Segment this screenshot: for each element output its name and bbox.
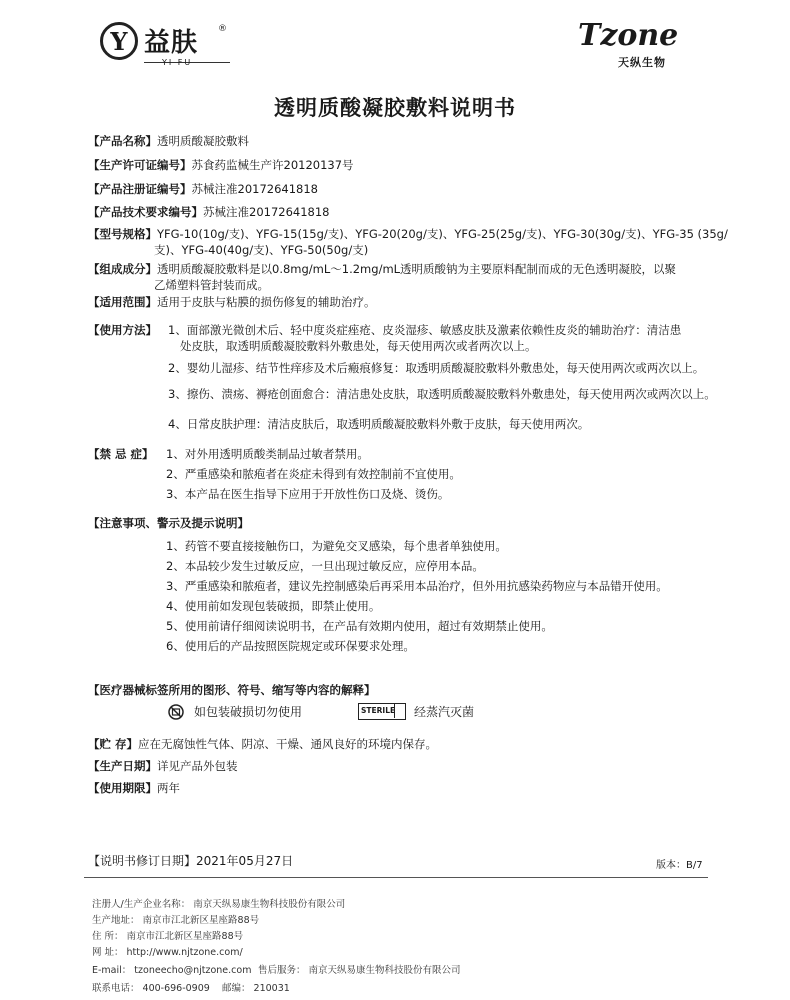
contra-item-3: 3、本产品在医生指导下应用于开放性伤口及烧、烫伤。 [166, 487, 450, 501]
usage-label: 【使用方法】 [88, 323, 157, 337]
tzone-logo [578, 18, 708, 68]
version: 版本：B/7 [656, 860, 703, 871]
field-expiry: 【使用期限】两年 [88, 781, 180, 795]
note-item-2: 2、本品较少发生过敏反应，一旦出现过敏反应，应停用本品。 [166, 559, 484, 573]
tzone-logo-text: Tzone [578, 18, 679, 53]
yifu-logo [100, 22, 240, 67]
footer-web: 网 址： http://www.njtzone.com/ [92, 947, 243, 958]
footer-prod-addr: 生产地址： 南京市江北新区星座路88号 [92, 915, 260, 926]
note-item-3: 3、严重感染和脓疱者，建议先控制感染后再采用本品治疗，但外用抗感染药物应与本品错开使用。 [166, 579, 668, 593]
field-composition-cont: 乙烯塑料管封装而成。 [154, 278, 269, 292]
footer-reg-addr: 住 所： 南京市江北新区星座路88号 [92, 931, 244, 942]
sterile-symbol [358, 703, 406, 720]
usage-item-2: 2、婴幼儿湿疹、结节性痒疹及术后瘢痕修复：取透明质酸凝胶敷料外敷患处，每天使用两次或两次以上。 [168, 361, 705, 375]
sterile-tag: STERILE [361, 706, 396, 715]
note-item-1: 1、药管不要直接接触伤口，为避免交叉感染，每个患者单独使用。 [166, 539, 507, 553]
document-title: 透明质酸凝胶敷料说明书 [274, 96, 516, 120]
yifu-logo-cn: 益肤 [144, 28, 199, 58]
footer-registrant: 注册人/生产企业名称： 南京天纵易康生物科技股份有限公司 [92, 899, 346, 910]
do-not-use-if-damaged-icon [168, 704, 184, 720]
field-storage: 【贮 存】应在无腐蚀性气体、阴凉、干燥、通风良好的环境内保存。 [88, 737, 438, 751]
footer-email: E-mail： tzoneecho@njtzone.com [92, 965, 252, 976]
contra-label: 【禁 忌 症】 [88, 447, 154, 461]
contra-item-2: 2、严重感染和脓疱者在炎症未得到有效控制前不宜使用。 [166, 467, 461, 481]
yifu-logo-en: YI FU [162, 58, 193, 67]
field-license: 【生产许可证编号】苏食药监械生产许20120137号 [88, 158, 354, 172]
field-product-name: 【产品名称】透明质酸凝胶敷料 [88, 134, 249, 148]
tzone-logo-cn: 天纵生物 [618, 56, 666, 69]
note-item-6: 6、使用后的产品按照医院规定或环保要求处理。 [166, 639, 415, 653]
footer-service: 售后服务： 南京天纵易康生物科技股份有限公司 [258, 965, 461, 976]
usage-item-3: 3、擦伤、溃疡、褥疮创面愈合：清洁患处皮肤，取透明质酸凝胶敷料外敷患处，每天使用两次或两次以上。 [168, 387, 716, 401]
usage-item-4: 4、日常皮肤护理：清洁皮肤后，取透明质酸凝胶敷料外敷于皮肤，每天使用两次。 [168, 417, 590, 431]
footer-phone: 联系电话： 400-696-0909 [92, 983, 210, 994]
registered-mark: ® [218, 24, 227, 34]
field-tech-no: 【产品技术要求编号】苏械注准20172641818 [88, 205, 330, 219]
field-reg-no: 【产品注册证编号】苏械注准20172641818 [88, 182, 318, 196]
damaged-text: 如包装破损切勿使用 [194, 705, 303, 719]
note-item-5: 5、使用前请仔细阅读说明书，在产品有效期内使用，超过有效期禁止使用。 [166, 619, 553, 633]
notes-label: 【注意事项、警示及提示说明】 [88, 516, 249, 530]
steam-icon [394, 704, 405, 718]
footer-divider [84, 877, 708, 878]
field-model-cont: 支)、YFG-40(40g/支)、YFG-50(50g/支) [154, 243, 369, 257]
field-prod-date: 【生产日期】详见产品外包装 [88, 759, 238, 773]
footer-postcode: 邮编： 210031 [222, 983, 290, 994]
sterile-text: 经蒸汽灭菌 [414, 705, 475, 719]
usage-item-1-cont: 处皮肤，取透明质酸凝胶敷料外敷患处，每天使用两次或者两次以上。 [180, 339, 537, 353]
note-item-4: 4、使用前如发现包装破损，即禁止使用。 [166, 599, 381, 613]
yifu-logo-mark: Y [100, 22, 138, 60]
contra-item-1: 1、对外用透明质酸类制品过敏者禁用。 [166, 447, 369, 461]
symbols-label: 【医疗器械标签所用的图形、符号、缩写等内容的解释】 [88, 683, 376, 697]
field-scope: 【适用范围】适用于皮肤与粘膜的损伤修复的辅助治疗。 [88, 295, 376, 309]
field-revision: 【说明书修订日期】2021年05月27日 [88, 854, 294, 868]
usage-item-1: 1、面部激光微创术后、轻中度炎症痤疮、皮炎湿疹、敏感皮肤及激素依赖性皮炎的辅助治疗：清洁患 [168, 323, 682, 337]
field-model: 【型号规格】YFG-10(10g/支)、YFG-15(15g/支)、YFG-20(20g/支)、YFG-25(25g/支)、YFG-30(30g/支)、YFG-35 (35g/ [88, 227, 728, 241]
field-composition: 【组成成分】透明质酸凝胶敷料是以0.8mg/mL～1.2mg/mL透明质酸钠为主要原料配制而成的无色透明凝胶，以聚 [88, 262, 677, 276]
